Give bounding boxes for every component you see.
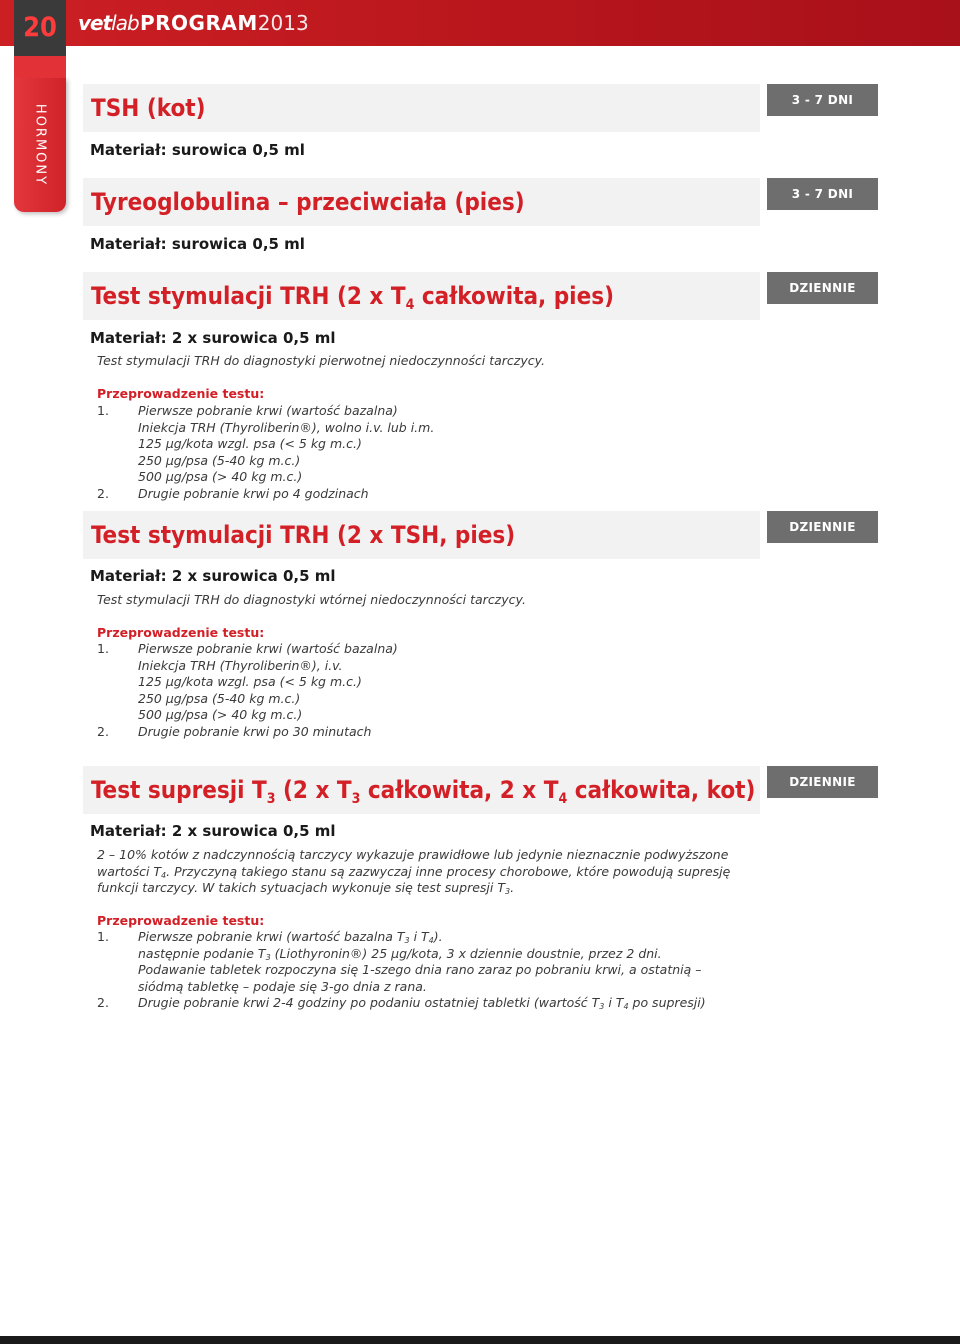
section-title-bar <box>83 178 760 226</box>
procedure-step: 250 µg/psa (5-40 kg m.c.) <box>138 452 301 468</box>
procedure-step: 500 µg/psa (> 40 kg m.c.) <box>138 707 303 722</box>
test-description: Test stymulacji TRH do diagnostyki pierwotnej niedoczynności tarczycy. <box>97 353 546 368</box>
procedure-title: Przeprowadzenie testu: <box>97 625 265 640</box>
procedure-step: 1. Pierwsze pobranie krwi (wartość bazalna) <box>97 641 398 656</box>
test-description: Test stymulacji TRH do diagnostyki wtórnej niedoczynności tarczycy. <box>97 592 526 607</box>
section-title-bar <box>83 511 760 559</box>
section-title-bar <box>83 84 760 132</box>
section-title: TSH (kot) <box>91 94 206 122</box>
turnaround-badge: 3 - 7 DNI <box>767 84 878 116</box>
page-number: 20 <box>14 0 66 56</box>
section-title: Test stymulacji TRH (2 x TSH, pies) <box>91 521 516 549</box>
procedure-steps <box>97 403 757 502</box>
procedure-step: 2. Drugie pobranie krwi po 4 godzinach <box>97 485 369 501</box>
material-label: Materiał: surowica 0,5 ml <box>90 141 305 159</box>
brand-vet: vet <box>78 11 112 35</box>
material-label: Materiał: 2 x surowica 0,5 ml <box>90 329 336 347</box>
side-tab-hormony <box>14 78 66 212</box>
procedure-step: 250 µg/psa (5-40 kg m.c.) <box>138 690 301 706</box>
material-label: Materiał: surowica 0,5 ml <box>90 235 305 253</box>
material-label: Materiał: 2 x surowica 0,5 ml <box>90 567 336 585</box>
section-title: Test stymulacji TRH (2 x $T_4$ całkowita, pies) <box>91 282 614 313</box>
section-title-bar <box>83 766 760 814</box>
procedure-title: Przeprowadzenie testu: <box>97 913 265 928</box>
brand-logo <box>78 0 139 46</box>
procedure-step: 125 µg/kota wzgl. psa (< 5 kg m.c.) <box>138 674 362 689</box>
program-label: PROGRAM <box>140 11 258 35</box>
material-label: Materiał: 2 x surowica 0,5 ml <box>90 822 336 840</box>
section-title: Tyreoglobulina – przeciwciała (pies) <box>91 188 525 216</box>
page-number-strip <box>14 56 66 78</box>
test-description: 2 – 10% kotów z nadczynnością tarczycy wykazuje prawidłowe lub jedynie nieznacznie podwyższone wartości $T_4$. Przyczyną takiego stanu są zazwyczaj inne procesy chorobowe, które powodują supresję funkcji tarczycy. W takich sytuacjach wykonuje się test supresji $T_3$. <box>97 847 731 896</box>
procedure-steps <box>97 929 757 1012</box>
footer-bar <box>0 1336 960 1344</box>
brand-lab: lab <box>111 11 139 35</box>
turnaround-badge: 3 - 7 DNI <box>767 178 878 210</box>
side-tab-label: HORMONY <box>32 103 48 187</box>
procedure-title: Przeprowadzenie testu: <box>97 386 265 401</box>
turnaround-badge: DZIENNIE <box>767 272 878 304</box>
turnaround-badge: DZIENNIE <box>767 766 878 798</box>
section-title-bar <box>83 272 760 320</box>
procedure-steps <box>97 641 757 740</box>
procedure-step: 2. Drugie pobranie krwi po 30 minutach <box>97 723 372 739</box>
procedure-step: następnie podanie $T_3$ (Liothyronin®) 25 µg/kota, 3 x dziennie doustnie, przez 2 dni. <box>138 945 662 962</box>
procedure-step: Iniekcja TRH (Thyroliberin®), i.v. <box>138 657 343 673</box>
procedure-step: 2. Drugie pobranie krwi 2-4 godziny po podaniu ostatniej tabletki (wartość $T_3$ i $T_4$ po supresji) <box>97 995 706 1011</box>
program-year: 2013 <box>257 11 309 35</box>
procedure-step: 500 µg/psa (> 40 kg m.c.) <box>138 469 303 484</box>
procedure-step: Iniekcja TRH (Thyroliberin®), wolno i.v. lub i.m. <box>138 419 435 435</box>
section-title: Test supresji $T_3$ (2 x $T_3$ całkowita, 2 x $T_4$ całkowita, kot) <box>91 776 756 807</box>
procedure-step: 1. Pierwsze pobranie krwi (wartość bazalna $T_3$ i $T_4$). <box>97 929 443 945</box>
procedure-step: Podawanie tabletek rozpoczyna się 1-szego dnia rano zaraz po pobraniu krwi, a ostatnią – siódmą tabletkę – podaje się 3-go dnia z rana. <box>138 962 702 994</box>
turnaround-badge: DZIENNIE <box>767 511 878 543</box>
procedure-step: 125 µg/kota wzgl. psa (< 5 kg m.c.) <box>138 436 362 451</box>
program-title <box>140 0 309 46</box>
procedure-step: 1. Pierwsze pobranie krwi (wartość bazalna) <box>97 403 398 418</box>
